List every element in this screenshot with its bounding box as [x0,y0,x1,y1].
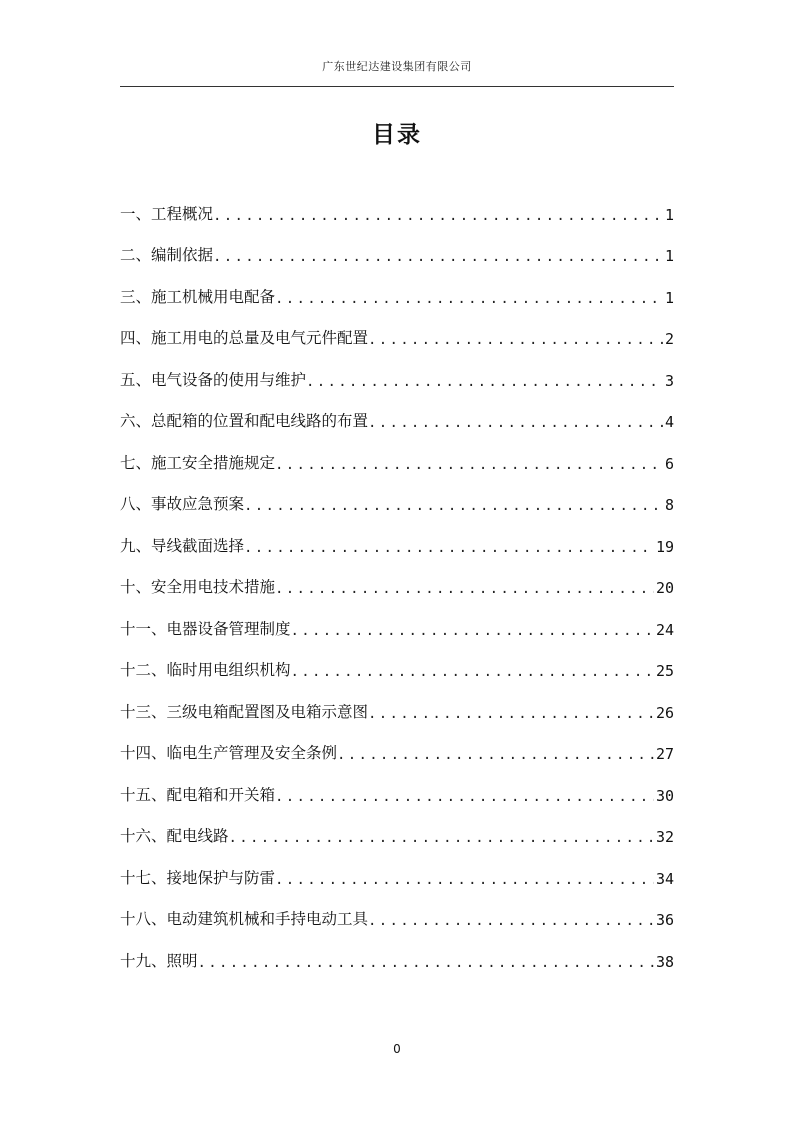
toc-dot-leader [291,664,654,686]
toc-entry-page: 36 [655,911,674,929]
toc-entry-label: 十七、接地保护与防雷 [120,868,276,887]
toc-entry-page: 8 [664,496,674,514]
toc-dot-leader [368,913,654,935]
toc-title: 目录 [372,122,422,148]
toc-entry[interactable] [120,479,674,521]
toc-entry-page: 19 [655,537,674,556]
toc-entry[interactable] [120,396,674,438]
toc-entry[interactable] [120,313,674,355]
toc-dot-leader [368,706,654,728]
toc-entry[interactable] [120,230,674,272]
toc-entry-page: 20 [655,579,674,597]
toc-entry-label: 十一、电器设备管理制度 [120,619,291,638]
toc-entry-page: 3 [664,371,674,390]
toc-dot-leader [275,457,663,479]
toc-dot-leader [275,789,654,811]
toc-entry-label: 四、施工用电的总量及电气元件配置 [120,329,369,347]
toc-entry-page: 4 [664,413,674,431]
toc-entry-label: 十二、临时用电组织机构 [120,661,291,679]
toc-entry-page: 1 [664,288,674,307]
toc-dot-leader [368,415,663,437]
toc-entry[interactable] [120,603,674,645]
toc-entry-label: 一、工程概况 [120,204,214,223]
toc-entry-label: 十四、临电生产管理及安全条例 [120,744,338,762]
toc-dot-leader [337,747,654,769]
toc-entry-label: 九、导线截面选择 [120,536,245,555]
table-of-contents [120,188,674,977]
toc-entry[interactable] [120,271,674,313]
toc-entry-page: 27 [655,745,674,763]
toc-entry-page: 34 [655,869,674,888]
toc-entry-label: 十八、电动建筑机械和手持电动工具 [120,910,369,928]
toc-dot-leader [275,581,654,603]
toc-dot-leader [244,540,654,562]
toc-entry-page: 6 [664,454,674,473]
toc-entry[interactable] [120,935,674,977]
footer-page-number: 0 [393,1042,401,1056]
page-header-company: 广东世纪达建设集团有限公司 [322,60,472,73]
toc-entry[interactable] [120,894,674,936]
toc-entry[interactable] [120,520,674,562]
toc-entry[interactable] [120,852,674,894]
toc-entry-label: 十九、照明 [120,951,198,970]
header-divider [120,86,674,87]
toc-entry-page: 1 [664,205,674,224]
toc-entry-label: 七、施工安全措施规定 [120,453,276,472]
toc-entry-label: 八、事故应急预案 [120,495,245,513]
toc-entry-page: 30 [655,786,674,805]
toc-entry[interactable] [120,645,674,687]
toc-entry-page: 2 [664,330,674,348]
toc-entry-label: 三、施工机械用电配备 [120,287,276,306]
toc-entry-label: 十五、配电箱和开关箱 [120,785,276,804]
toc-entry-page: 32 [655,828,674,846]
toc-entry-page: 25 [655,662,674,680]
toc-dot-leader [244,498,663,520]
toc-entry[interactable] [120,354,674,396]
toc-entry[interactable] [120,437,674,479]
toc-entry-page: 24 [655,620,674,639]
toc-entry-label: 二、编制依据 [120,246,214,264]
toc-dot-leader [291,623,654,645]
toc-entry[interactable] [120,769,674,811]
toc-entry[interactable] [120,811,674,853]
toc-entry[interactable] [120,728,674,770]
toc-dot-leader [368,332,663,354]
toc-entry-label: 十三、三级电箱配置图及电箱示意图 [120,702,369,721]
toc-entry[interactable] [120,188,674,230]
toc-entry-label: 五、电气设备的使用与维护 [120,370,307,389]
toc-dot-leader [306,374,663,396]
toc-entry-label: 十六、配电线路 [120,827,229,845]
toc-dot-leader [213,208,663,230]
toc-dot-leader [275,291,663,313]
toc-dot-leader [275,872,654,894]
toc-entry[interactable] [120,562,674,604]
toc-dot-leader [229,830,654,852]
toc-dot-leader [198,955,654,977]
toc-entry-label: 十、安全用电技术措施 [120,578,276,596]
toc-entry-page: 1 [664,247,674,265]
toc-dot-leader [213,249,663,271]
toc-entry-page: 26 [655,703,674,722]
toc-entry-label: 六、总配箱的位置和配电线路的布置 [120,412,369,430]
toc-entry[interactable] [120,686,674,728]
toc-entry-page: 38 [655,952,674,971]
